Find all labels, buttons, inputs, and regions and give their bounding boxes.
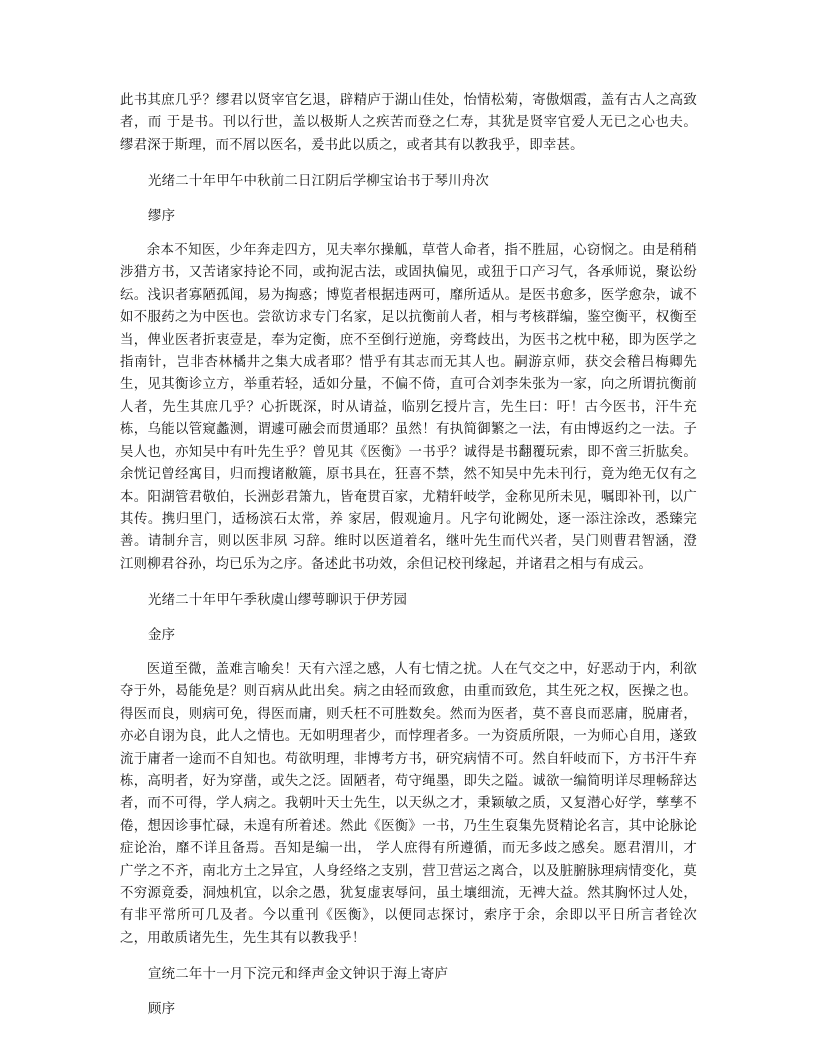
section-title-miao-preface: 缪序 — [148, 208, 176, 224]
section-title-gu-preface: 顾序 — [148, 1001, 176, 1017]
signature-line-liu: 光绪二十年甲午中秋前二日江阴后学柳宝诒书于琴川舟次 — [148, 174, 490, 190]
signature-line-jin: 宣统二年十一月下浣元和绎声金文钟识于海上寄庐 — [148, 967, 449, 983]
signature-line-miao: 光绪二十年甲午季秋虞山缪萼聊识于伊芳园 — [148, 593, 408, 609]
paragraph-jin-preface: 医道至微，盖难言喻矣！天有六淫之感，人有七情之扰。人在气交之中，好恶动于内，利欲夺于外，曷能免是？则百病从此出矣。病之由轻而致愈，由重而致危，其生死之权，医操之也。得医而良，则病可免，得医而庸，则夭枉不可胜数矣。然而为医者，莫不喜良而恶庸，脱庸者，亦必自诩为良，此人之情也。无如明理者少，而悖理者多。一为资质所限，一为师心自用，遂致流于庸者一途而不自知也。苟欲明理，非博考方书，研究病情不可。然自轩岐而下，方书汗牛弃栋，高明者，好为穿凿，或失之泛。固陋者，苟守绳墨，即失之隘。诚欲一编简明详尽理畅辞达者，而不可得，学人病之。我朝叶天士先生，以天纵之才，秉颖敏之质，又复潜心好学，孳孳不倦，想因诊事忙碌，未遑有所着述。然此《医衡》一书，乃生生裒集先贤精论名言，其中论脉论症论治，靡不详且备焉。吾知是编一出， 学人庶得有所遵循，而无多歧之感矣。愿君渭川，才广学之不齐，南北方土之异宜，人身经络之支别，营卫营运之离合，以及脏腑脉理病情变化，莫不穷源竟委，洞烛机宜，以余之愚，犹复虚衷辱问，虽土壤细流，无裨大益。然其胸怀过人处，有非平常所可几及者。今以重刊《医衡》，以便同志探讨，索序于余，余即以平日所言者铨次之，用敢质诸先生，先生其有以教我乎！ — [120, 661, 697, 946]
section-title-jin-preface: 金序 — [148, 627, 176, 643]
document-body — [120, 90, 697, 1021]
paragraph-preface-continuation: 此书其庶几乎？缪君以贤宰官乞退，辟精庐于湖山佳处，怡情松菊，寄傲烟霞，盖有古人之高致者，而 于是书。刊以行世，盖以极斯人之疾苦而登之仁寿，其犹是贤宰官爱人无已之心也夫。缪君深于斯理，而不屑以医名，爰书此以质之，或者其有以教我乎，即幸甚。 — [120, 93, 697, 153]
paragraph-miao-preface: 余本不知医，少年奔走四方，见夫率尔操觚，草菅人命者，指不胜屈，心窃悯之。由是稍稍涉猎方书，又苦诸家持论不同，或拘泥古法，或固执偏见，或狃于口产习气，各承师说，聚讼纷纭。浅识者寡陋孤闻，易为掏惑；博览者根据违两可，靡所适从。是医书愈多，医学愈杂，诚不如不服药之为中医也。尝欲访求专门名家，足以抗衡前人者，相与考核群编，鉴空衡平，权衡至当，俾业医者折衷壹是，奉为定衡，庶不至倒行逆施，旁骛歧出，为医书之枕中秘，即为医学之指南针，岂非杏林橘井之集大成者耶？惜乎有其志而无其人也。嗣游京师，获交会稽吕梅卿先生，见其衡诊立方，举重若轻，适如分量，不偏不倚，直可合刘李朱张为一家，向之所谓抗衡前人者，先生其庶几乎？心折既深，时从请益，临别乞授片言，先生曰：吁！古今医书，汗牛充栋，乌能以管窥蠡测，谓遽可融会而贯通耶？虽然！有执简御繁之一法，有由博返约之一法。子吴人也，亦知吴中有叶先生乎？曾见其《医衡》一书乎？诚得是书翻覆玩索，即不啻三折肱矣。余恍记曾经寓目，归而搜诸敝簏，原书具在，狂喜不禁，然不知吴中先未刊行，竟为绝无仅有之本。阳湖管君敬伯，长洲彭君箫九，皆奄贯百家，尤精轩岐学，金称见所未见，嘱即补刊，以广其传。携归里门，适杨滨石太常，养 家居，假观逾月。凡字句讹阙处，逐一添注涂改，悉臻完善。请制弁言，则以医非夙 习辞。维时以医道着名，继叶先生而代兴者，吴门则曹君智涵，澄江则柳君谷孙，均已乐为之序。备述此书功效，余但记校刊缘起，并诸君之相与有成云。 — [120, 243, 697, 572]
